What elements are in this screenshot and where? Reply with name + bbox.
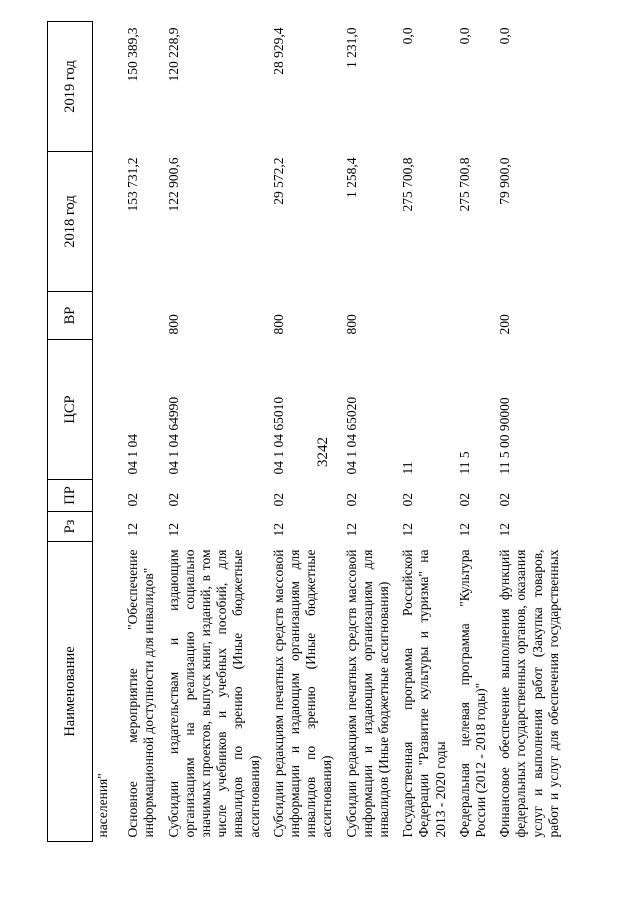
row-csr: 11 5 00 90000 — [497, 397, 513, 475]
row-pr: 02 — [400, 493, 416, 507]
page-number: 3242 — [315, 437, 331, 467]
row-vr — [93, 292, 124, 340]
row-csr: 04 1 04 65020 — [343, 396, 359, 475]
row-2019: 120 228,9 — [165, 27, 181, 82]
row-vr: 200 — [497, 314, 513, 335]
table-row — [164, 22, 269, 842]
row-pr: 02 — [165, 493, 181, 507]
row-vr — [123, 292, 163, 340]
header-pr: ПР — [48, 480, 93, 512]
row-2018: 1 258,4 — [343, 157, 359, 198]
row-vr: 800 — [270, 314, 286, 335]
table-row — [398, 22, 455, 842]
row-pr — [93, 480, 124, 512]
row-csr: 11 5 — [456, 451, 472, 475]
row-name: Субсидии редакциям печатных средств массовой информации и издающим организациям для инвалидов по зрению (Иные бюджетные ассигнования) — [270, 549, 335, 838]
row-2018: 79 900,0 — [497, 157, 513, 205]
table-row — [455, 22, 495, 842]
table-row — [93, 22, 124, 842]
table-row — [342, 22, 399, 842]
row-csr: 11 — [400, 461, 416, 475]
row-vr: 800 — [165, 314, 181, 335]
row-pr: 02 — [343, 493, 359, 507]
row-2019: 0,0 — [456, 27, 472, 45]
row-2018: 275 700,8 — [456, 157, 472, 212]
row-name: Основное мероприятие "Обеспечение информационной доступности для инвалидов" — [125, 549, 157, 838]
row-vr: 800 — [343, 314, 359, 335]
row-name: Финансовое обеспечение выполнения функций федеральных государственных органов, оказания услуг и выполнения работ (Закупка товаров, работ и услуг для обеспечения государственных — [497, 549, 561, 838]
row-2019: 1 231,0 — [343, 27, 359, 68]
row-rz: 12 — [270, 523, 286, 537]
row-2018: 153 731,2 — [125, 157, 141, 212]
table-header-row — [48, 22, 93, 842]
row-2019: 0,0 — [497, 27, 513, 45]
row-rz: 12 — [456, 523, 472, 537]
row-2018: 275 700,8 — [400, 157, 416, 212]
budget-table-container — [47, 22, 561, 842]
row-rz: 12 — [343, 523, 359, 537]
budget-table — [47, 21, 568, 842]
row-name: Государственная программа Российской Федерации "Развитие культуры и туризма" на 2013 - 2020 годы — [400, 549, 448, 838]
row-vr — [398, 292, 455, 340]
row-pr: 02 — [270, 493, 286, 507]
row-csr — [93, 340, 124, 480]
header-name: Наименование — [48, 542, 93, 842]
row-name: Субсидии издательствам и издающим организациям на реализацию социально значимых проектов, выпуск книг, изданий, в том числе учебников и учебных пособий, для инвалидов по зрению (Иные бюджетные ассигнования) — [165, 549, 262, 838]
table-row — [123, 22, 163, 842]
row-rz: 12 — [497, 523, 513, 537]
row-2019 — [93, 22, 124, 152]
header-2018: 2018 год — [48, 152, 93, 292]
row-csr: 04 1 04 — [125, 434, 141, 475]
header-vr: ВР — [48, 292, 93, 340]
row-rz: 12 — [400, 523, 416, 537]
row-name: Субсидии редакциям печатных средств массовой информации и издающим организациям для инвалидов (Иные бюджетные ассигнования) — [343, 549, 392, 838]
row-pr: 02 — [125, 493, 141, 507]
row-2018: 29 572,2 — [270, 157, 286, 205]
row-2018: 122 900,6 — [165, 157, 181, 212]
row-csr: 04 1 04 64990 — [165, 396, 181, 475]
row-rz: 12 — [165, 523, 181, 537]
row-name: Федеральная целевая программа "Культура России (2012 - 2018 годы)" — [456, 549, 489, 838]
row-pr: 02 — [497, 493, 513, 507]
row-2019: 28 929,4 — [270, 27, 286, 75]
row-name: населения" — [95, 773, 110, 838]
table-row — [495, 22, 568, 842]
row-rz — [93, 512, 124, 542]
header-2019: 2019 год — [48, 22, 93, 152]
row-2018 — [93, 152, 124, 292]
table-row — [269, 22, 342, 842]
row-pr: 02 — [456, 493, 472, 507]
row-vr — [455, 292, 495, 340]
header-rz: Рз — [48, 512, 93, 542]
row-2019: 0,0 — [400, 27, 416, 45]
header-csr: ЦСР — [48, 340, 93, 480]
row-csr: 04 1 04 65010 — [270, 396, 286, 475]
row-2019: 150 389,3 — [125, 27, 141, 82]
row-rz: 12 — [125, 523, 141, 537]
